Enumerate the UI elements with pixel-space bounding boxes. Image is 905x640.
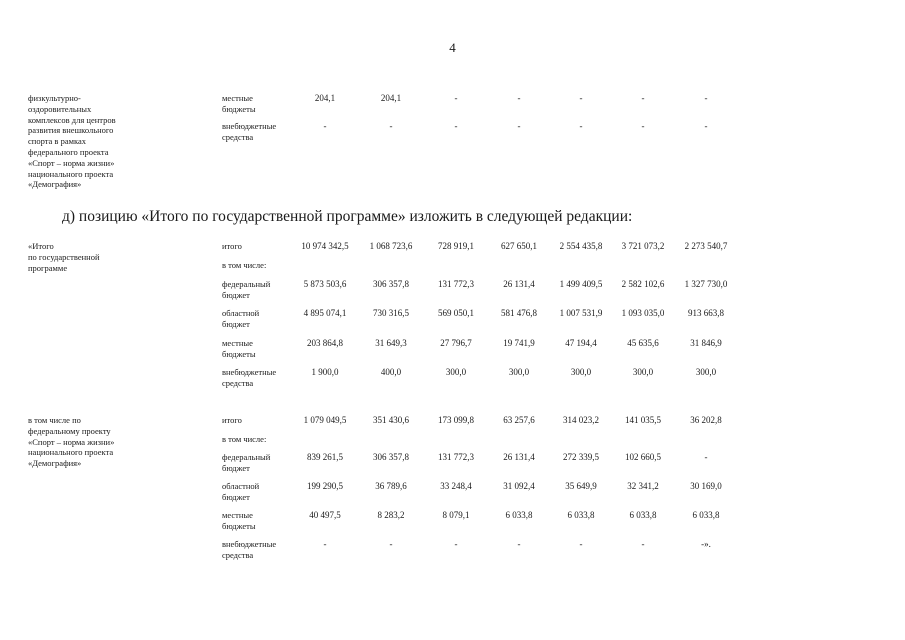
- position-name-line: по государственной: [28, 251, 100, 262]
- value-cell: 8 079,1: [442, 510, 470, 520]
- value-cell: 36 202,8: [690, 415, 722, 425]
- value-cell: 27 796,7: [440, 338, 472, 348]
- funding-source-line: бюджет: [222, 462, 250, 473]
- value-cell: 131 772,3: [438, 279, 474, 289]
- value-cell: -: [579, 93, 583, 103]
- value-cell: -: [389, 121, 393, 131]
- value-cell: 40 497,5: [309, 510, 341, 520]
- position-name: [28, 93, 148, 190]
- value-cell: 35 649,9: [565, 481, 597, 491]
- funding-source: [222, 121, 302, 143]
- value-cell: 2 582 102,6: [621, 279, 665, 289]
- value-cell: 400,0: [380, 367, 402, 377]
- funding-source-line: областной: [222, 481, 260, 491]
- position-name-line: «Спорт – норма жизни»: [28, 157, 115, 168]
- value-cell: 131 772,3: [438, 452, 474, 462]
- value-cell: 32 341,2: [627, 481, 659, 491]
- value-cell: -: [641, 121, 645, 131]
- funding-source-line: бюджеты: [222, 103, 256, 114]
- value-cell: 581 476,8: [501, 308, 537, 318]
- value-cell: -: [579, 539, 583, 549]
- value-cell: -: [454, 121, 458, 131]
- value-cell: 1 079 049,5: [303, 415, 347, 425]
- value-cell: -: [323, 121, 327, 131]
- value-cell: -: [454, 93, 458, 103]
- funding-source-line: средства: [222, 131, 254, 142]
- value-cell: 1 327 730,0: [684, 279, 728, 289]
- funding-source-line: областной: [222, 308, 260, 318]
- value-cell: 913 663,8: [688, 308, 724, 318]
- value-cell: 627 650,1: [501, 241, 537, 251]
- page-number: 4: [449, 40, 456, 55]
- funding-source-line: итого: [222, 241, 242, 251]
- value-cell: 4 895 074,1: [303, 308, 347, 318]
- funding-source: [222, 539, 302, 561]
- value-cell: 1 499 409,5: [559, 279, 603, 289]
- value-cell: 36 789,6: [375, 481, 407, 491]
- funding-source: [222, 415, 302, 426]
- position-name-line: спорта в рамках: [28, 136, 86, 147]
- value-cell: 204,1: [314, 93, 336, 103]
- funding-source: [222, 93, 302, 115]
- value-cell: 569 050,1: [438, 308, 474, 318]
- funding-source-line: федеральный: [222, 452, 271, 462]
- funding-source-line: внебюджетные: [222, 539, 277, 549]
- funding-source: [222, 279, 302, 301]
- position-name-line: «Демография»: [28, 458, 82, 469]
- value-cell: 102 660,5: [625, 452, 661, 462]
- value-cell: 30 169,0: [690, 481, 722, 491]
- value-cell: -: [517, 121, 521, 131]
- value-cell: 272 339,5: [563, 452, 599, 462]
- funding-source: [222, 241, 302, 252]
- value-cell: 6 033,8: [692, 510, 720, 520]
- value-cell: 31 092,4: [503, 481, 535, 491]
- value-cell: 306 357,8: [373, 452, 409, 462]
- value-cell: 31 649,3: [375, 338, 407, 348]
- position-name-line: физкультурно-: [28, 93, 81, 103]
- value-cell: 351 430,6: [373, 415, 409, 425]
- value-cell: -: [579, 121, 583, 131]
- position-name-line: «Демография»: [28, 179, 82, 190]
- funding-source: [222, 510, 302, 532]
- value-cell: 63 257,6: [503, 415, 535, 425]
- funding-source: [222, 481, 302, 503]
- value-cell: 19 741,9: [503, 338, 535, 348]
- position-name-line: «Спорт – норма жизни»: [28, 436, 115, 447]
- value-cell: 300,0: [632, 367, 654, 377]
- value-cell: 1 068 723,6: [369, 241, 413, 251]
- value-cell: -: [517, 539, 521, 549]
- value-cell: 1 093 035,0: [621, 308, 665, 318]
- funding-source-line: местные: [222, 93, 253, 103]
- position-name-line: федерального проекта: [28, 146, 109, 157]
- value-cell: 8 283,2: [377, 510, 405, 520]
- funding-source-line: бюджет: [222, 491, 250, 502]
- value-cell: -: [323, 539, 327, 549]
- value-cell: 47 194,4: [565, 338, 597, 348]
- funding-source-line: внебюджетные: [222, 121, 277, 131]
- funding-source-line: местные: [222, 510, 253, 520]
- position-name-line: программе: [28, 262, 68, 273]
- value-cell: 1 007 531,9: [559, 308, 603, 318]
- value-cell: 6 033,8: [505, 510, 533, 520]
- value-cell: 203 864,8: [307, 338, 343, 348]
- position-name: [28, 415, 148, 469]
- value-cell: 300,0: [695, 367, 717, 377]
- funding-source: [222, 338, 302, 360]
- value-cell: 3 721 073,2: [621, 241, 665, 251]
- value-cell: 730 316,5: [373, 308, 409, 318]
- position-name-line: «Итого: [28, 241, 54, 251]
- funding-source: [222, 308, 302, 330]
- funding-source-line: средства: [222, 377, 254, 388]
- value-cell: 2 554 435,8: [559, 241, 603, 251]
- funding-source-line: местные: [222, 338, 253, 348]
- value-cell: 314 023,2: [563, 415, 599, 425]
- value-cell: -: [641, 93, 645, 103]
- position-name-line: в том числе по: [28, 415, 81, 425]
- value-cell: 300,0: [445, 367, 467, 377]
- value-cell: 300,0: [508, 367, 530, 377]
- value-cell: -: [517, 93, 521, 103]
- value-cell: 2 273 540,7: [684, 241, 728, 251]
- value-cell: 204,1: [380, 93, 402, 103]
- value-cell: -: [641, 539, 645, 549]
- value-cell: 33 248,4: [440, 481, 472, 491]
- value-cell: 45 635,6: [627, 338, 659, 348]
- value-cell: 728 919,1: [438, 241, 474, 251]
- funding-source-line: бюджеты: [222, 520, 256, 531]
- value-cell: -: [704, 121, 708, 131]
- position-name-line: национального проекта: [28, 168, 114, 179]
- value-cell: 173 099,8: [438, 415, 474, 425]
- value-cell: -: [704, 93, 708, 103]
- value-cell: 26 131,4: [503, 452, 535, 462]
- funding-source-line: бюджет: [222, 318, 250, 329]
- funding-source-line: бюджет: [222, 289, 250, 300]
- funding-source-line: федеральный: [222, 279, 271, 289]
- position-name-line: комплексов для центров: [28, 114, 116, 125]
- value-cell: 300,0: [570, 367, 592, 377]
- value-cell: 10 974 342,5: [301, 241, 349, 251]
- value-cell: 839 261,5: [307, 452, 343, 462]
- funding-source-line: внебюджетные: [222, 367, 277, 377]
- value-cell: 1 900,0: [311, 367, 339, 377]
- value-cell: 31 846,9: [690, 338, 722, 348]
- value-cell: -: [704, 452, 708, 462]
- funding-source-line: итого: [222, 415, 242, 425]
- value-cell: 141 035,5: [625, 415, 661, 425]
- value-cell: 6 033,8: [629, 510, 657, 520]
- value-cell: 5 873 503,6: [303, 279, 347, 289]
- funding-source: [222, 260, 302, 271]
- value-cell: 199 290,5: [307, 481, 343, 491]
- position-name-line: оздоровительных: [28, 103, 92, 114]
- value-cell: 26 131,4: [503, 279, 535, 289]
- value-cell: -: [389, 539, 393, 549]
- value-cell: -: [454, 539, 458, 549]
- funding-source-line: средства: [222, 549, 254, 560]
- funding-source-line: бюджеты: [222, 348, 256, 359]
- funding-source: [222, 367, 302, 389]
- value-cell: 306 357,8: [373, 279, 409, 289]
- funding-source: [222, 434, 302, 445]
- funding-source: [222, 452, 302, 474]
- value-cell: -».: [701, 539, 711, 549]
- funding-source-line: в том числе:: [222, 260, 267, 270]
- section-heading: д) позицию «Итого по государственной программе» изложить в следующей редакции:: [62, 208, 633, 225]
- position-name-line: национального проекта: [28, 447, 114, 458]
- value-cell: 6 033,8: [567, 510, 595, 520]
- position-name: [28, 241, 148, 273]
- position-name-line: федеральному проекту: [28, 425, 111, 436]
- funding-source-line: в том числе:: [222, 434, 267, 444]
- position-name-line: развития внешкольного: [28, 125, 114, 136]
